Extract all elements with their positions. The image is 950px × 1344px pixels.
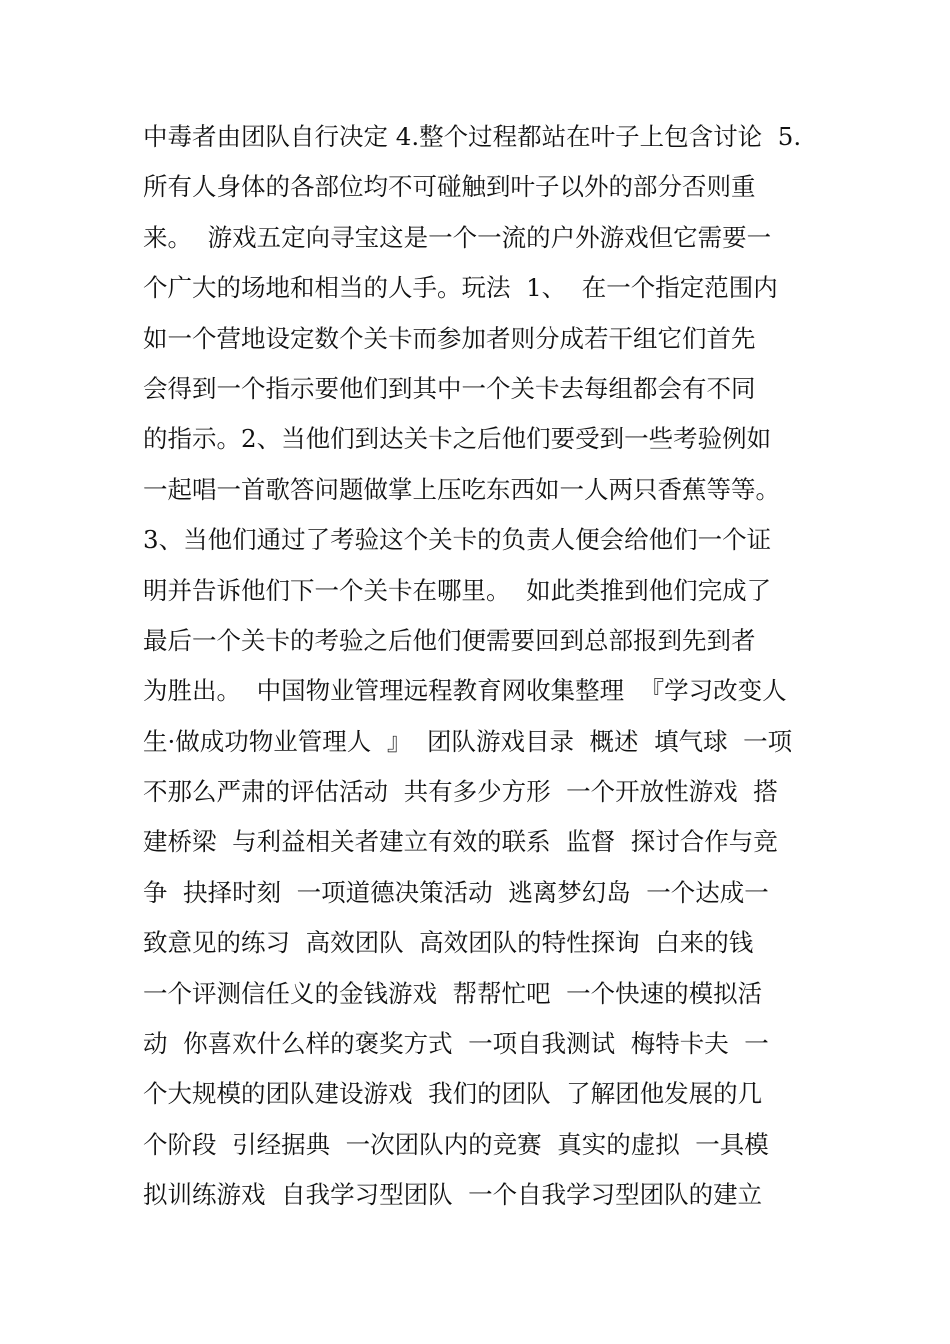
text-line: 个大规模的团队建设游戏 我们的团队 了解团他发展的几 [143,1079,763,1109]
text-line: 不那么严肃的评估活动 共有多少方形 一个开放性游戏 搭 [143,777,778,807]
text-line: 所有人身体的各部位均不可碰触到叶子以外的部分否则重 [143,172,756,202]
text-line: 个阶段 引经据典 一次团队内的竞赛 真实的虚拟 一具模 [143,1129,769,1159]
text-line: 来。 游戏五定向寻宝这是一个一流的户外游戏但它需要一 [143,222,772,252]
text-line: 一个评测信任义的金钱游戏 帮帮忙吧 一个快速的模拟活 [143,978,763,1008]
text-line: 致意见的练习 高效团队 高效团队的特性探询 白来的钱 [143,928,754,958]
text-line: 拟训练游戏 自我学习型团队 一个自我学习型团队的建立 [143,1180,763,1210]
text-line: 如一个营地设定数个关卡而参加者则分成若干组它们首先 [143,323,756,353]
text-line: 3、当他们通过了考验这个关卡的负责人便会给他们一个证 [143,525,772,555]
body-text [143,112,833,1221]
text-line: 为胜出。 中国物业管理远程教育网收集整理 『学习改变人 [143,676,787,706]
text-line: 中毒者由团队自行决定 4.整个过程都站在叶子上包含讨论 5. [143,122,802,151]
text-line: 个广大的场地和相当的人手。玩法 1、 在一个指定范围内 [143,273,778,303]
text-line: 生·做成功物业管理人 』 团队游戏目录 概述 填气球 一项 [143,726,793,756]
text-line: 会得到一个指示要他们到其中一个关卡去每组都会有不同 [143,373,756,403]
text-line: 最后一个关卡的考验之后他们便需要回到总部报到先到者 [143,625,756,655]
text-line: 争 抉择时刻 一项道德决策活动 逃离梦幻岛 一个达成一 [143,877,769,907]
text-line: 建桥梁 与利益相关者建立有效的联系 监督 探讨合作与竞 [143,827,778,857]
text-line: 动 你喜欢什么样的褒奖方式 一项自我测试 梅特卡夫 一 [143,1029,769,1059]
text-line: 一起唱一首歌答问题做掌上压吃东西如一人两只香蕉等等。 [143,474,780,504]
text-line: 明并告诉他们下一个关卡在哪里。 如此类推到他们完成了 [143,575,772,605]
text-line: 的指示。2、当他们到达关卡之后他们要受到一些考验例如 [143,424,772,454]
